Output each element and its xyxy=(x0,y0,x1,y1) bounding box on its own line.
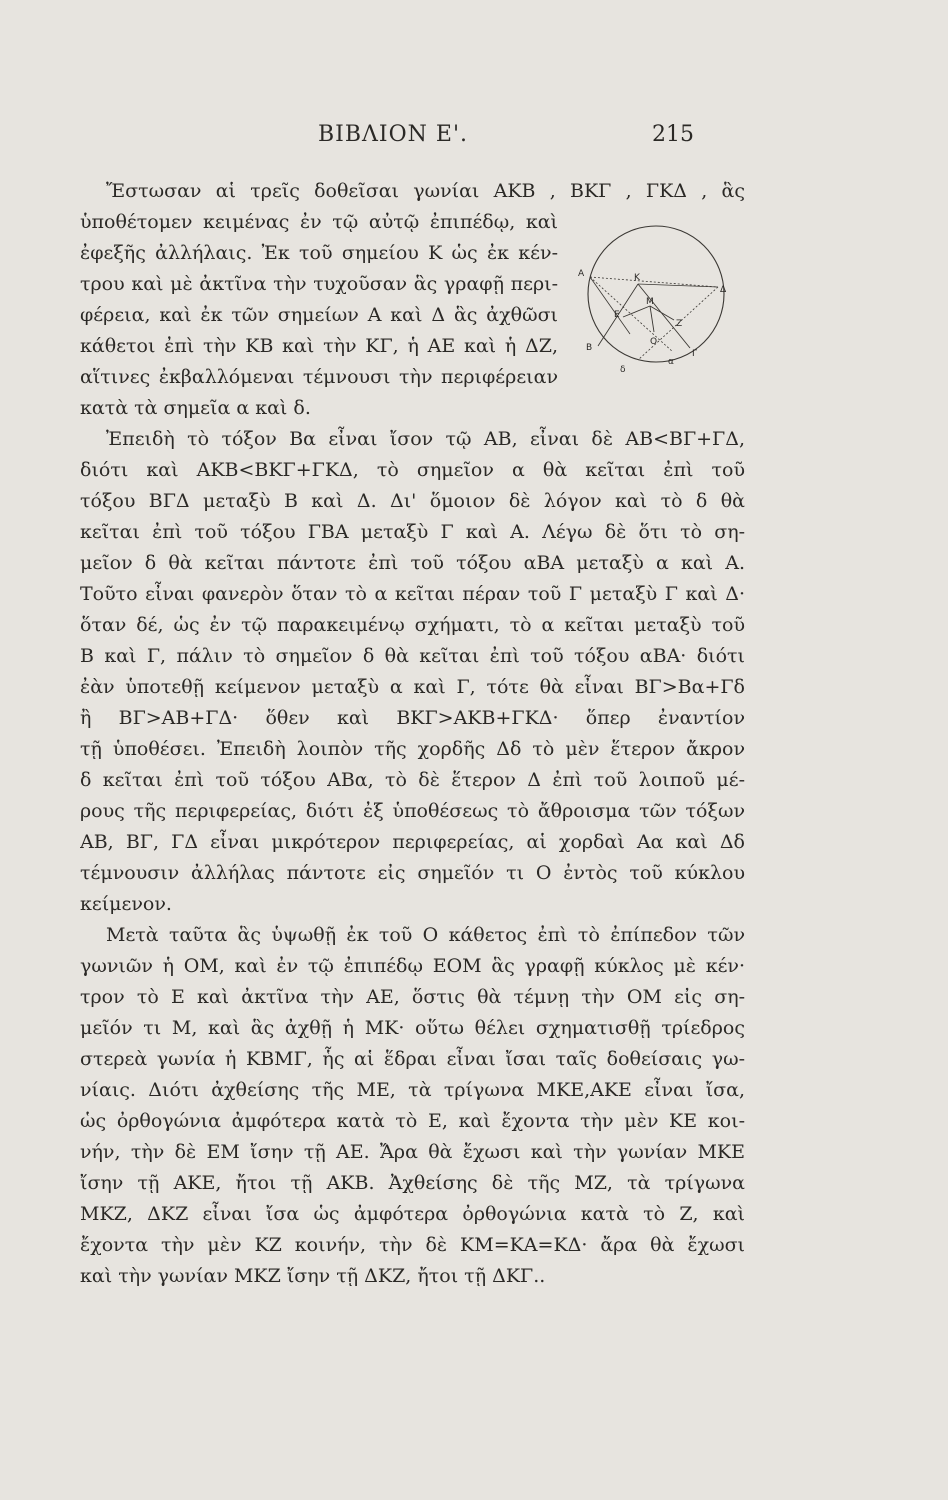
text-line: Μετὰ ταῦτα ἃς ὑψωθῇ ἐκ τοῦ Ο κάθετος ἐπὶ τὸ ἐπίπεδον τῶν xyxy=(106,924,745,946)
label-alpha: α xyxy=(668,357,674,367)
text-line: νήν, τὴν δὲ ΕΜ ἴσην τῇ ΑΕ. Ἄρα θὰ ἔχωσι καὶ τὴν γωνίαν ΜΚΕ xyxy=(80,1141,745,1163)
label-delta: δ xyxy=(620,365,626,375)
text-line: Τοῦτο εἶναι φανερὸν ὅταν τὸ α κεῖται πέραν τοῦ Γ μεταξὺ Γ καὶ Δ· xyxy=(80,583,745,605)
label-m: Μ xyxy=(646,297,654,307)
text-line: Ἔστωσαν αἱ τρεῖς δοθεῖσαι γωνίαι ΑΚΒ , ΒΚΓ , ΓΚΔ , ἃς xyxy=(106,180,745,202)
text-line: κατὰ τὰ σημεῖα α καὶ δ. xyxy=(80,397,311,419)
text-line: αἵτινες ἐκβαλλόμεναι τέμνουσι τὴν περιφέρειαν xyxy=(80,366,558,388)
label-z: Ζ xyxy=(676,319,683,329)
text-line: ΜΚΖ, ΔΚΖ εἶναι ἴσα ὡς ἀμφότερα ὀρθογώνια κατὰ τὸ Ζ, καὶ xyxy=(80,1203,745,1225)
text-line: Ἐπειδὴ τὸ τόξον Βα εἶναι ἴσον τῷ ΑΒ, εἶναι δὲ ΑΒ<ΒΓ+ΓΔ, xyxy=(106,428,745,450)
text-line: μεῖόν τι Μ, καὶ ἃς ἀχθῇ ἡ ΜΚ· οὕτω θέλει σχηματισθῇ τρίεδρος xyxy=(80,1017,745,1039)
body-text xyxy=(80,176,745,1292)
text-line: τέμνουσιν ἀλλήλας πάντοτε εἰς σημεῖόν τι Ο ἐντὸς τοῦ κύκλου xyxy=(80,862,745,884)
label-d: Δ xyxy=(720,285,727,295)
text-line: τρον τὸ Ε καὶ ἀκτῖνα τὴν ΑΕ, ὅστις θὰ τέμνῃ τὴν ΟΜ εἰς ση- xyxy=(80,986,745,1008)
text-line: Β καὶ Γ, πάλιν τὸ σημεῖον δ θὰ κεῖται ἐπὶ τοῦ τόξου αΒΑ· διότι xyxy=(80,645,745,667)
text-line: κεῖται ἐπὶ τοῦ τόξου ΓΒΑ μεταξὺ Γ καὶ Α. Λέγω δὲ ὅτι τὸ ση- xyxy=(80,521,745,543)
label-a: Α xyxy=(578,269,585,279)
label-b: Β xyxy=(586,343,593,353)
text-line: ὑποθέτομεν κειμένας ἐν τῷ αὐτῷ ἐπιπέδῳ, καὶ xyxy=(80,211,558,233)
text-line: νίαις. Διότι ἀχθείσης τῆς ΜΕ, τὰ τρίγωνα ΜΚΕ,ΑΚΕ εἶναι ἴσα, xyxy=(80,1079,745,1101)
text-line: ρους τῆς περιφερείας, διότι ἐξ ὑποθέσεως τὸ ἄθροισμα τῶν τόξων xyxy=(80,800,745,822)
text-line: διότι καὶ ΑΚΒ<ΒΚΓ+ΓΚΔ, τὸ σημεῖον α θὰ κεῖται ἐπὶ τοῦ xyxy=(80,459,745,481)
label-o: Ο xyxy=(650,337,658,347)
text-line: ΑΒ, ΒΓ, ΓΔ εἶναι μικρότερον περιφερείας, αἱ χορδαὶ Αα καὶ Δδ xyxy=(80,831,745,853)
text-line: ἔχοντα τὴν μὲν ΚΖ κοινήν, τὴν δὲ ΚΜ=ΚΑ=ΚΔ· ἄρα θὰ ἔχωσι xyxy=(80,1234,745,1256)
page-header xyxy=(0,122,948,154)
text-line: δ κεῖται ἐπὶ τοῦ τόξου ΑΒα, τὸ δὲ ἕτερον Δ ἐπὶ τοῦ λοιποῦ μέ- xyxy=(80,769,745,791)
text-line: τρου καὶ μὲ ἀκτῖνα τὴν τυχοῦσαν ἃς γραφῇ περι- xyxy=(80,273,558,295)
text-line: κάθετοι ἐπὶ τὴν ΚΒ καὶ τὴν ΚΓ, ἡ ΑΕ καὶ ἡ ΔΖ, xyxy=(80,335,558,357)
label-g: Γ xyxy=(692,349,698,359)
running-head: ΒΙΒΛΙΟΝ Ε'. xyxy=(318,122,468,147)
text-line: ὅταν δέ, ὡς ἐν τῷ παρακειμένῳ σχήματι, τὸ α κεῖται μεταξὺ τοῦ xyxy=(80,614,745,636)
text-line: ἐὰν ὑποτεθῇ κείμενον μεταξὺ α καὶ Γ, τότε θὰ εἶναι ΒΓ>Βα+Γδ xyxy=(80,676,745,698)
text-line: τῇ ὑποθέσει. Ἐπειδὴ λοιπὸν τῆς χορδῆς Δδ τὸ μὲν ἕτερον ἄκρον xyxy=(80,738,745,760)
text-line: φέρεια, καὶ ἐκ τῶν σημείων Α καὶ Δ ἃς ἀχθῶσι xyxy=(80,304,558,326)
text-line: τόξου ΒΓΔ μεταξὺ Β καὶ Δ. Δι' ὅμοιον δὲ λόγον καὶ τὸ δ θὰ xyxy=(80,490,745,512)
text-line: ἴσην τῇ ΑΚΕ, ἤτοι τῇ ΑΚΒ. Ἀχθείσης δὲ τῆς ΜΖ, τὰ τρίγωνα xyxy=(80,1172,745,1194)
label-e: Ε xyxy=(614,310,620,320)
text-line: στερεὰ γωνία ἡ ΚΒΜΓ, ἧς αἱ ἕδραι εἶναι ἴσαι ταῖς δοθείσαις γω- xyxy=(80,1048,745,1070)
text-line: ἐφεξῆς ἀλλήλαις. Ἐκ τοῦ σημείου Κ ὡς ἐκ κέν- xyxy=(80,242,558,264)
text-line: κείμενον. xyxy=(80,893,172,915)
text-line: καὶ τὴν γωνίαν ΜΚΖ ἴσην τῇ ΔΚΖ, ἤτοι τῇ ΔΚΓ.. xyxy=(80,1265,546,1287)
page-number: 215 xyxy=(652,122,694,147)
text-line: ἢ ΒΓ>ΑΒ+ΓΔ· ὅθεν καὶ ΒΚΓ>ΑΚΒ+ΓΚΔ· ὅπερ ἐναντίον xyxy=(80,707,745,729)
text-line: ὡς ὀρθογώνια ἀμφότερα κατὰ τὸ Ε, καὶ ἔχοντα τὴν μὲν ΚΕ κοι- xyxy=(80,1110,745,1132)
text-line: γωνιῶν ἡ ΟΜ, καὶ ἐν τῷ ἐπιπέδῳ ΕΟΜ ἃς γραφῇ κύκλος μὲ κέν· xyxy=(80,955,745,977)
label-k: Κ xyxy=(634,273,640,283)
text-line: μεῖον δ θὰ κεῖται πάντοτε ἐπὶ τοῦ τόξου αΒΑ μεταξὺ α καὶ Α. xyxy=(80,552,745,574)
